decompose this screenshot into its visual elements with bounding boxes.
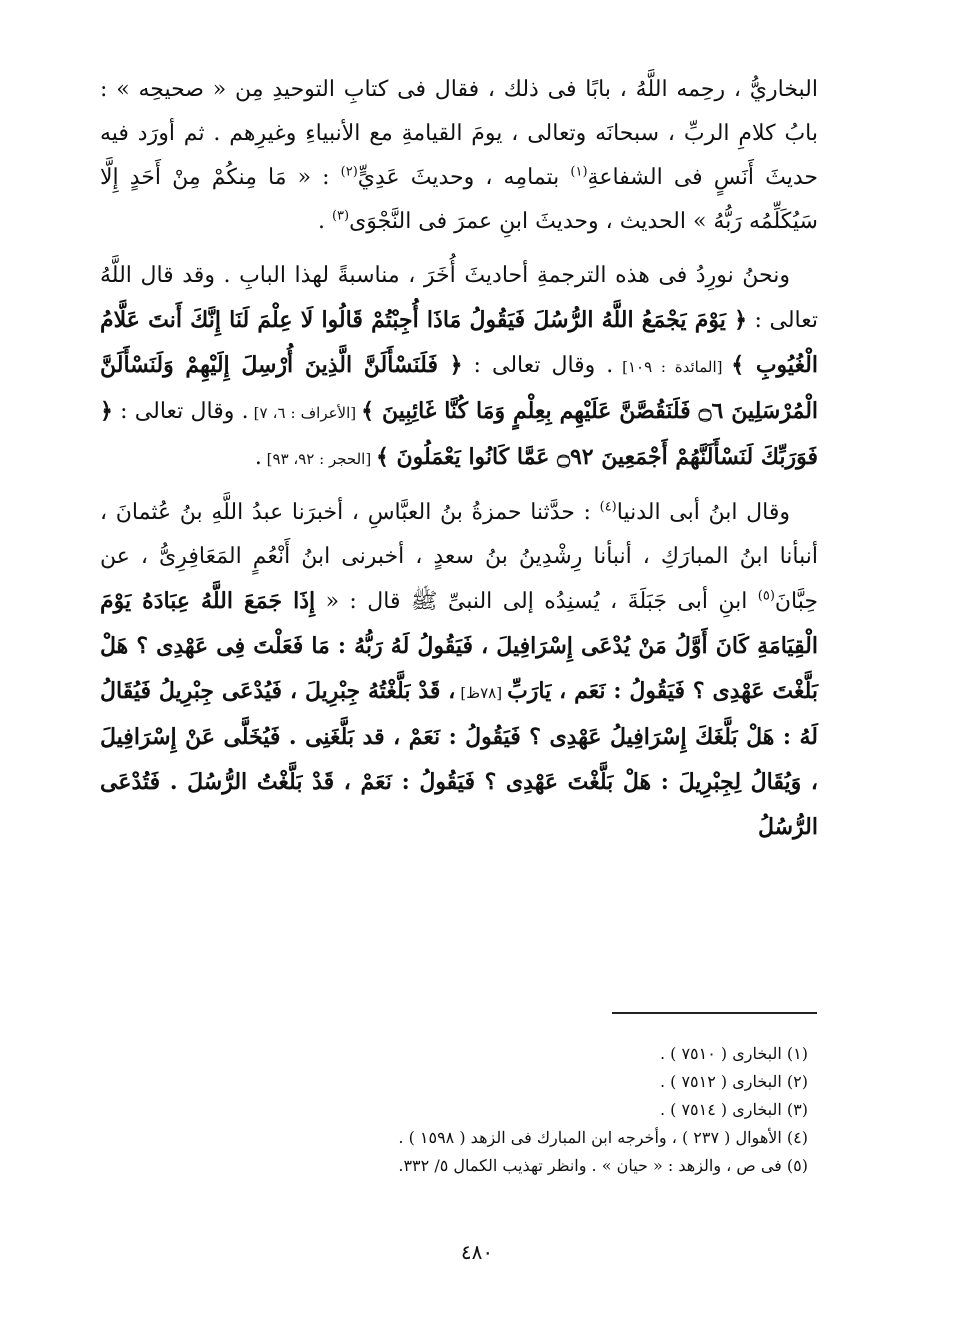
- quran-verse: ﴿ فَلَنَسْأَلَنَّ الَّذِينَ أُرْسِلَ إِلَيْهِمْ وَلَنَسْأَلَنَّ الْمُرْسَلِينَ ۝٦ فَلَنَقُصَّنَّ عَلَيْهِم بِعِلْمٍ وَمَا كُنَّا غَائِبِينَ ﴾: [100, 352, 819, 424]
- footnote-ref-5[interactable]: (٥): [757, 588, 775, 604]
- footnote-5: (٥) فى ص ، والزهد : « حيان » . وانظر تهذيب الكمال ٥/ ٣٣٢.: [398, 1156, 808, 1175]
- paragraph-2: [100, 254, 818, 481]
- paragraph-text: بتمامِه ، وحديثَ عَدِيٍّ: [357, 165, 571, 190]
- paragraph-text: ابنِ أبى جَبَلَةَ ، يُسنِدُه إلى النبىِّ ﷺ قال : «: [315, 589, 758, 614]
- paragraph-1: [100, 68, 818, 244]
- footnote-1: (١) البخارى ( ٧٥١٠ ) .: [659, 1044, 808, 1063]
- quran-verse: ﴿ فَوَرَبِّكَ لَنَسْأَلَنَّهُمْ أَجْمَعِينَ ۝٩٢ عَمَّا كَانُوا يَعْمَلُونَ ﴾: [100, 398, 818, 470]
- verse-reference: [الأعراف : ٦، ٧]: [248, 404, 362, 422]
- paragraph-text: : « مَا مِنكُمْ مِنْ أَحَدٍ إِلَّا سَيُكَلِّمُه رَبُّهُ » الحديث ، وحديثَ ابنِ عمرَ فى النَّجْوَى: [100, 165, 818, 234]
- footnote-ref-3[interactable]: (٣): [331, 208, 350, 224]
- paragraph-text: .: [317, 209, 332, 234]
- footnote-divider: [612, 1012, 817, 1014]
- paragraph-text: .: [254, 445, 262, 470]
- main-text: [100, 68, 818, 850]
- paragraph-text: ونحنُ نورِدُ فى هذه الترجمةِ أحاديثَ أُخَرَ ، مناسبةً لهذا البابِ . وقد قال اللَّهُ تعالى :: [100, 263, 818, 333]
- paragraph-text: وقال ابنُ أبى الدنيا: [616, 500, 790, 525]
- paragraph-text: . وقال تعالى :: [462, 353, 614, 378]
- quran-verse: ﴿ يَوْمَ يَجْمَعُ اللَّهُ الرُّسُلَ فَيَقُولُ مَاذَا أُجِبْتُمْ قَالُوا لَا عِلْمَ لَنَا إِنَّكَ أَنتَ عَلَّامُ الْغُيُوبِ ﴾: [100, 307, 818, 378]
- footnote-ref-2[interactable]: (٢): [340, 164, 358, 180]
- paragraph-text: البخاريُّ ، رحِمه اللَّهُ ، بابًا فى ذلك ، فقال فى كتابِ التوحيدِ مِن « صحيحِه » : بابُ كلامِ الربِّ ، سبحانَه وتعالى ، يومَ القيامةِ مع الأنبياءِ وغيرِهم . ثم أورَد فيه حديثَ أَنَسٍ فى الشفاعةِ: [100, 77, 818, 190]
- paragraph-text: : حدَّثنا حمزةُ بنُ العبَّاسِ ، أخبرَنا عبدُ اللَّهِ بنُ عُثمانَ ، أنبأنا ابنُ المبارَكِ ، أنبأنا رِشْدِينُ بنُ سعدٍ ، أخبرنى ابنُ أَنْعُمٍ المَعَافِرِىُّ ، عن حِبَّانَ: [100, 500, 818, 614]
- verse-reference: [الحجر : ٩٢، ٩٣]: [261, 450, 376, 468]
- footnote-ref-1[interactable]: (١): [570, 164, 588, 180]
- paragraph-text: . وقال تعالى :: [112, 399, 249, 424]
- paragraph-3: [100, 491, 818, 850]
- hadith-text: ، قَدْ بَلَّغْتُهُ جِبْرِيلَ ، فَيُدْعَى جِبْرِيلُ فَيُقَالُ لَهُ : هَلْ بَلَّغَكَ إِسْرَافِيلُ عَهْدِى ؟ فَيَقُولُ : نَعَمْ ، قد بَلَّغَنِى . فَيُخَلَّى عَنْ إِسْرَافِيلَ ، وَيُقَالُ لِجِبْرِيلَ : هَلْ بَلَّغْتَ عَهْدِى ؟ فَيَقُولُ : نَعَمْ ، قَدْ بَلَّغْتُ الرُّسُلَ . فَتُدْعَى الرُّسُلُ: [100, 678, 818, 840]
- footnote-ref-4[interactable]: (٤): [599, 499, 617, 515]
- footnote-4: (٤) الأهوال ( ٢٣٧ ) ، وأخرجه ابن المبارك فى الزهد ( ١٥٩٨ ) .: [398, 1128, 808, 1147]
- footnote-3: (٣) البخارى ( ٧٥١٤ ) .: [659, 1100, 808, 1119]
- footnotes: [100, 1040, 808, 1180]
- verse-reference: [المائدة : ١٠٩]: [613, 358, 732, 376]
- manuscript-marker: [٧٨ظ]: [455, 684, 508, 702]
- footnote-2: (٢) البخارى ( ٧٥١٢ ) .: [659, 1072, 808, 1091]
- page-number: ٤٨٠: [460, 1240, 494, 1264]
- hadith-text: إِذَا جَمَعَ اللَّهُ عِبَادَهُ يَوْمَ الْقِيَامَةِ كَانَ أَوَّلُ مَنْ يُدْعَى إِسْرَافِيلَ ، فَيَقُولُ لَهُ رَبُّهُ : مَا فَعَلْتَ فِى عَهْدِى ؟ هَلْ بَلَّغْتَ عَهْدِى ؟ فَيَقُولُ : نَعَم ، يَارَبِّ: [100, 588, 818, 704]
